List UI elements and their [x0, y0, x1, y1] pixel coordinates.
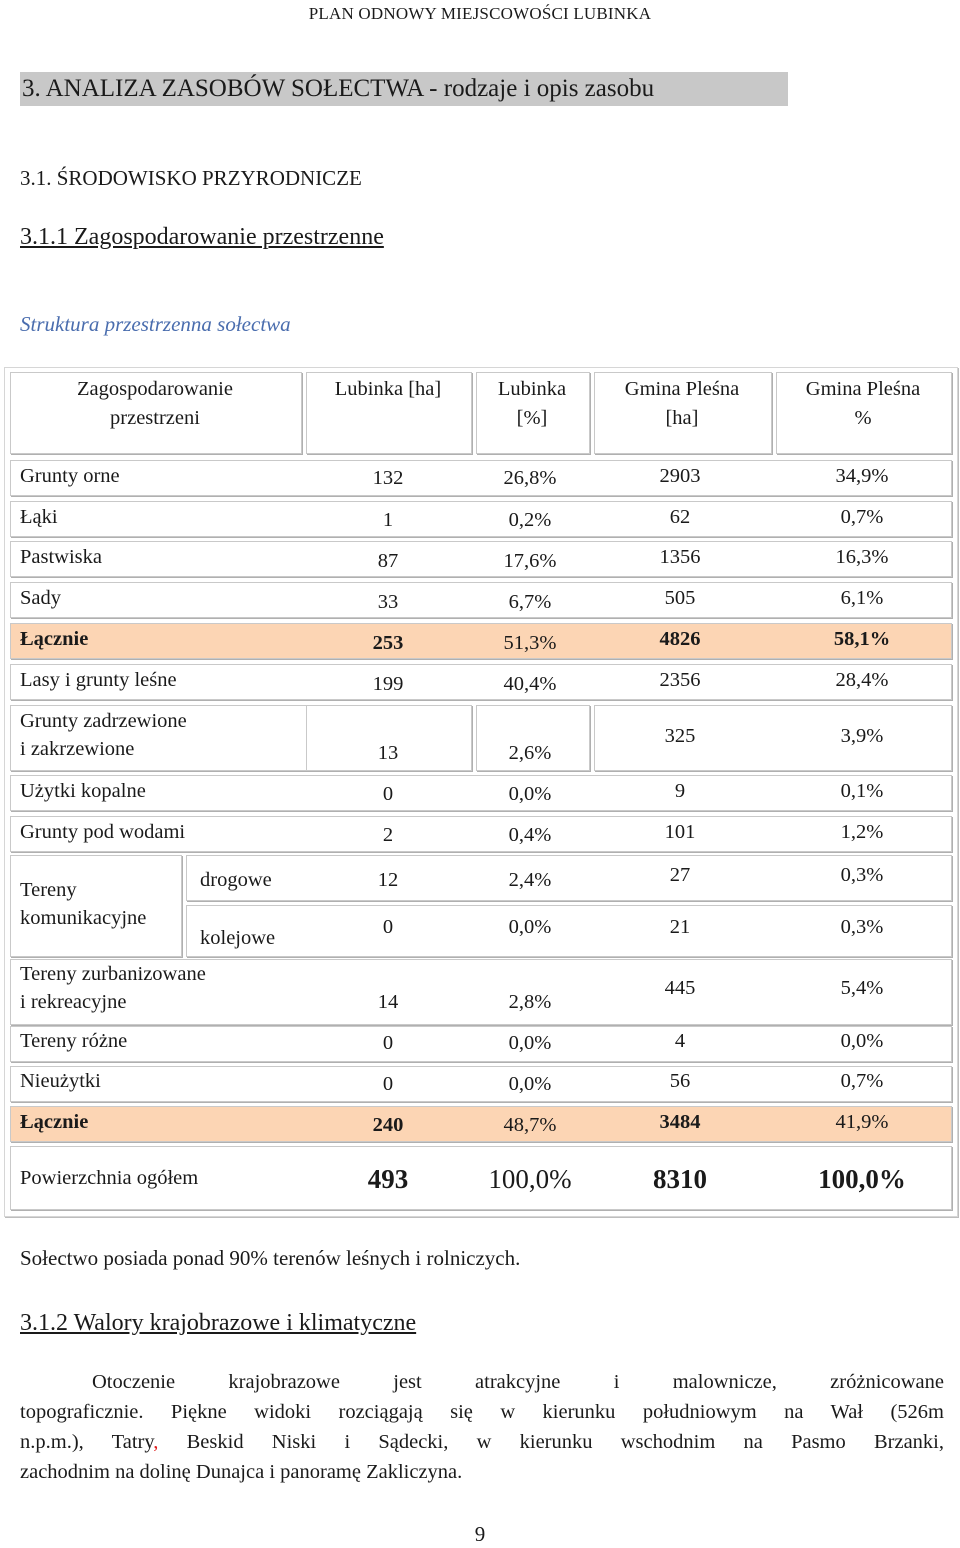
cell-gmina-ha: 445 — [664, 977, 696, 999]
cell-gmina-ha: 4826 — [659, 628, 701, 650]
cell-pct: 6,7% — [508, 591, 552, 613]
row-name: Tereny różne — [20, 1030, 128, 1052]
header-col4-line1: Gmina Pleśna — [805, 378, 921, 400]
row-name: Sady — [20, 587, 61, 609]
header-col2-line2: [%] — [516, 407, 548, 429]
subsubsection-title: 3.1.1 Zagospodarowanie przestrzenne — [20, 224, 384, 250]
cell-ha: 1 — [382, 509, 394, 531]
cell-pct: 0,0% — [508, 1032, 552, 1054]
cell-pct: 2,8% — [508, 991, 552, 1013]
cell-ha: 0 — [382, 916, 394, 938]
cell-gmina-pct: 3,9% — [840, 725, 884, 747]
red-comma: , — [153, 1431, 159, 1453]
cell-gmina-pct: 16,3% — [835, 546, 889, 568]
row-name: Grunty pod wodami — [20, 821, 186, 843]
cell-pct: 0,4% — [508, 824, 552, 846]
cell-pct: 51,3% — [503, 632, 557, 654]
cell-gmina-ha: 3484 — [659, 1111, 701, 1133]
cell-gmina-pct: 6,1% — [840, 587, 884, 609]
page-number: 9 — [474, 1522, 486, 1546]
cell-ha: 0 — [382, 783, 394, 805]
cell-ha: 87 — [377, 550, 399, 572]
row-name: Nieużytki — [20, 1070, 101, 1092]
cell-pct: 0,0% — [508, 916, 552, 938]
cell-gmina-ha: 56 — [669, 1070, 691, 1092]
cell-ha: 0 — [382, 1073, 394, 1095]
group-name-line1: Tereny — [20, 879, 77, 901]
row-name: Użytki kopalne — [20, 780, 146, 802]
summary-text: Sołectwo posiada ponad 90% terenów leśnych i rolniczych. — [20, 1246, 521, 1270]
header-col4-line2: % — [854, 407, 872, 429]
cell-pct: 48,7% — [503, 1114, 557, 1136]
subsubsection-title-2: 3.1.2 Walory krajobrazowe i klimatyczne — [20, 1310, 417, 1336]
cell-ha: 0 — [382, 1032, 394, 1054]
cell-pct: 0,0% — [508, 1073, 552, 1095]
cell-ha: 253 — [372, 632, 404, 654]
cell-gmina-pct: 28,4% — [835, 669, 889, 691]
cell-ha: 2 — [382, 824, 394, 846]
cell-gmina-ha: 505 — [664, 587, 696, 609]
row-name: Pastwiska — [20, 546, 102, 568]
header-col0-line2: przestrzeni — [110, 407, 200, 429]
table-caption: Struktura przestrzenna sołectwa — [20, 312, 291, 336]
cell-ha: 493 — [367, 1164, 409, 1194]
cell-pct: 17,6% — [503, 550, 557, 572]
cell-gmina-ha: 101 — [664, 821, 696, 843]
paragraph-segment: Beskid Niski i Sądecki, w kierunku wschodnim na Pasmo Brzanki, — [158, 1431, 944, 1453]
cell-gmina-pct: 41,9% — [835, 1111, 889, 1133]
cell-pct: 0,0% — [508, 783, 552, 805]
row-name-grand-total: Powierzchnia ogółem — [20, 1167, 199, 1189]
row-name-line1: Grunty zadrzewione — [20, 710, 187, 732]
cell-ha: 13 — [377, 742, 399, 764]
row-name-total: Łącznie — [20, 628, 89, 650]
cell-pct: 26,8% — [503, 467, 557, 489]
cell-pct: 0,2% — [508, 509, 552, 531]
header-col3-line1: Gmina Pleśna — [624, 378, 740, 400]
cell-gmina-ha: 2356 — [659, 669, 701, 691]
cell-ha: 240 — [372, 1114, 404, 1136]
page-header: PLAN ODNOWY MIEJSCOWOŚCI LUBINKA — [308, 4, 652, 23]
cell-gmina-pct: 0,7% — [840, 1070, 884, 1092]
cell-pct: 40,4% — [503, 673, 557, 695]
row-name: Lasy i grunty leśne — [20, 669, 177, 691]
cell-pct: 100,0% — [488, 1164, 572, 1194]
cell-ha: 132 — [372, 467, 404, 489]
cell-gmina-pct: 0,1% — [840, 780, 884, 802]
cell-pct: 2,4% — [508, 869, 552, 891]
cell-gmina-pct: 100,0% — [818, 1164, 906, 1194]
cell-gmina-ha: 2903 — [659, 465, 701, 487]
cell-gmina-ha: 4 — [674, 1030, 686, 1052]
header-col1: Lubinka [ha] — [334, 378, 442, 400]
cell-gmina-pct: 58,1% — [833, 628, 891, 650]
row-name-total: Łącznie — [20, 1111, 89, 1133]
paragraph-segment: n.p.m.), Tatry — [20, 1431, 154, 1453]
cell-gmina-ha: 27 — [669, 864, 691, 886]
cell-gmina-ha: 21 — [669, 916, 691, 938]
cell-gmina-ha: 325 — [664, 725, 696, 747]
section-title: 3. ANALIZA ZASOBÓW SOŁECTWA - rodzaje i opis zasobu — [20, 72, 788, 106]
row-name-line2: i zakrzewione — [20, 738, 135, 760]
cell-gmina-pct: 0,3% — [840, 864, 884, 886]
paragraph-line: Otoczenie krajobrazowe jest atrakcyjne i malownicze, zróżnicowane — [92, 1371, 944, 1393]
cell-ha: 12 — [377, 869, 399, 891]
header-col0-line1: Zagospodarowanie — [77, 378, 233, 400]
cell-gmina-pct: 5,4% — [840, 977, 884, 999]
row-name: Łąki — [20, 506, 58, 528]
cell-gmina-ha: 62 — [669, 506, 691, 528]
paragraph-line: zachodnim na dolinę Dunajca i panoramę Zakliczyna. — [20, 1461, 463, 1483]
subrow-name: drogowe — [200, 869, 272, 891]
header-col2-line1: Lubinka — [497, 378, 567, 400]
cell-gmina-ha: 8310 — [653, 1164, 707, 1194]
row-name-line1: Tereny zurbanizowane — [20, 963, 206, 985]
cell-gmina-pct: 0,0% — [840, 1030, 884, 1052]
paragraph-line — [20, 1431, 944, 1454]
cell-pct: 2,6% — [508, 742, 552, 764]
cell-gmina-pct: 1,2% — [840, 821, 884, 843]
cell-gmina-ha: 9 — [674, 780, 686, 802]
subrow-name: kolejowe — [200, 927, 276, 949]
group-name-line2: komunikacyjne — [20, 907, 147, 929]
header-col3-line2: [ha] — [665, 407, 699, 429]
cell-ha: 33 — [377, 591, 399, 613]
row-name-line2: i rekreacyjne — [20, 991, 127, 1013]
paragraph-line: topograficznie. Piękne widoki rozciągają się w kierunku południowym na Wał (526m — [20, 1401, 944, 1423]
row-name: Grunty orne — [20, 465, 120, 487]
cell-gmina-pct: 0,3% — [840, 916, 884, 938]
cell-ha: 199 — [372, 673, 404, 695]
cell-ha: 14 — [377, 991, 399, 1013]
cell-gmina-pct: 34,9% — [835, 465, 889, 487]
cell-gmina-ha: 1356 — [659, 546, 701, 568]
cell-gmina-pct: 0,7% — [840, 506, 884, 528]
subsection-title: 3.1. ŚRODOWISKO PRZYRODNICZE — [20, 166, 362, 190]
